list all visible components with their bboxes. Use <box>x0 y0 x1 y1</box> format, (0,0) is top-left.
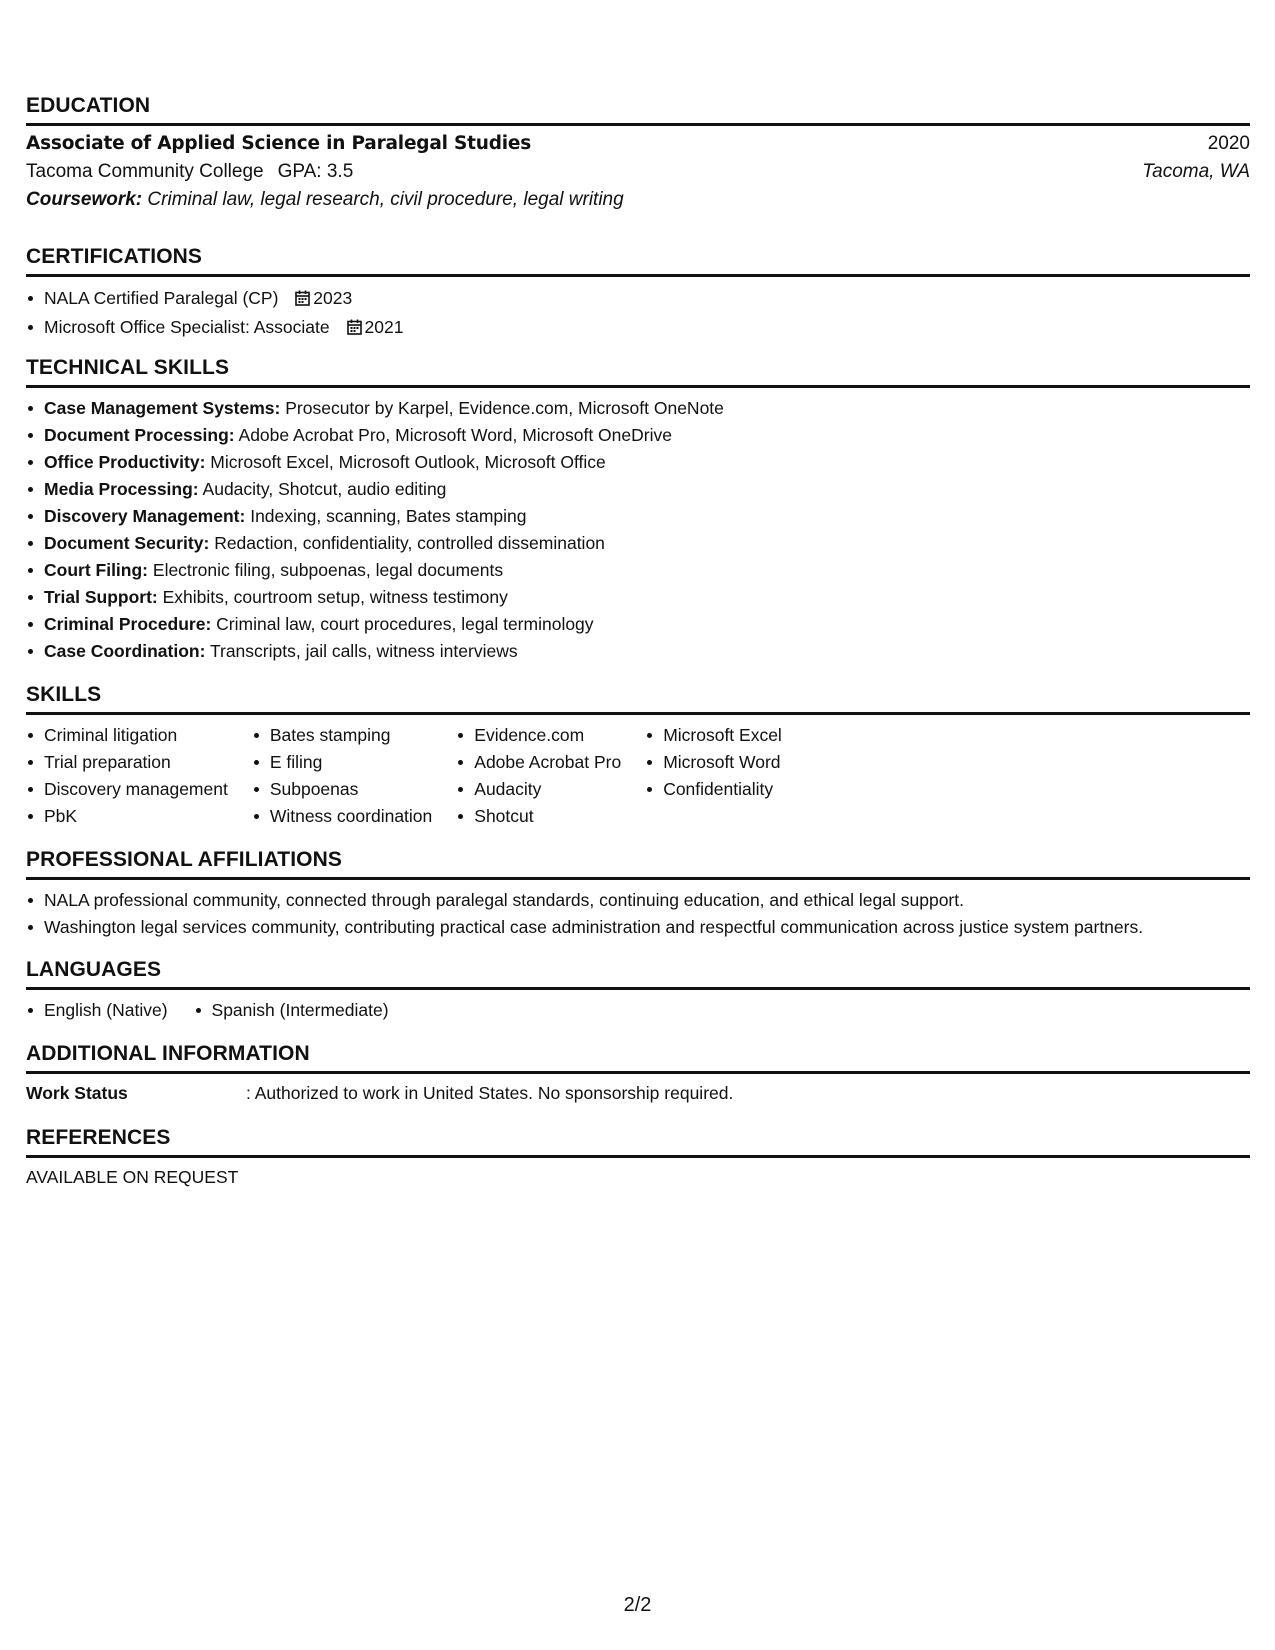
language-item: English (Native) <box>26 997 168 1024</box>
skill-item: Microsoft Excel <box>645 722 782 749</box>
list-item <box>26 584 1250 611</box>
school-line <box>26 161 353 183</box>
skill-item: Adobe Acrobat Pro <box>456 749 621 776</box>
list-item <box>26 530 1250 557</box>
certifications-list <box>26 285 1250 343</box>
languages-list <box>26 997 415 1024</box>
skill-item: Bates stamping <box>252 722 432 749</box>
school-name: Tacoma Community College <box>26 161 264 182</box>
coursework <box>26 189 1250 211</box>
coursework-text: Criminal law, legal research, civil procedure, legal writing <box>147 189 624 210</box>
skill-item: Audacity <box>456 776 621 803</box>
page-number: 2/2 <box>623 1594 652 1616</box>
skill-item: Evidence.com <box>456 722 621 749</box>
education-row-school <box>26 161 1250 183</box>
skill-item: Witness coordination <box>252 803 432 830</box>
affiliations-heading: PROFESSIONAL AFFILIATIONS <box>26 848 1250 880</box>
language-item: Spanish (Intermediate) <box>194 997 389 1024</box>
languages-heading: LANGUAGES <box>26 958 1250 990</box>
skill-item: Discovery management <box>26 776 228 803</box>
list-item <box>26 476 1250 503</box>
references-section <box>26 1126 1250 1188</box>
list-item <box>26 611 1250 638</box>
calendar-icon <box>347 316 362 343</box>
certifications-section <box>26 245 1250 343</box>
skill-values: Electronic filing, subpoenas, legal documents <box>152 560 504 580</box>
skill-category: Document Security: <box>44 533 210 553</box>
skill-category: Media Processing: <box>44 479 199 499</box>
education-heading: EDUCATION <box>26 94 1250 126</box>
languages-section <box>26 958 1250 1024</box>
list-item: NALA professional community, connected through paralegal standards, continuing education, and ethical legal support. <box>26 887 1250 914</box>
skill-category: Case Management Systems: <box>44 398 281 418</box>
skill-values: Microsoft Excel, Microsoft Outlook, Microsoft Office <box>210 452 606 472</box>
skill-category: Discovery Management: <box>44 506 246 526</box>
skill-values: Transcripts, jail calls, witness interviews <box>209 641 518 661</box>
skill-values: Audacity, Shotcut, audio editing <box>202 479 447 499</box>
skill-item: Confidentiality <box>645 776 782 803</box>
education-section <box>26 94 1250 211</box>
skill-item: Shotcut <box>456 803 621 830</box>
skill-item: E filing <box>252 749 432 776</box>
list-item <box>26 557 1250 584</box>
skills-heading: SKILLS <box>26 683 1250 715</box>
technical-skills-list <box>26 395 1250 665</box>
education-row-degree <box>26 133 1250 155</box>
references-text: AVAILABLE ON REQUEST <box>26 1167 239 1187</box>
skill-values: Exhibits, courtroom setup, witness testimony <box>162 587 508 607</box>
technical-skills-heading: TECHNICAL SKILLS <box>26 356 1250 388</box>
list-item <box>26 503 1250 530</box>
additional-info-heading: ADDITIONAL INFORMATION <box>26 1042 1250 1074</box>
work-status-value: : Authorized to work in United States. No sponsorship required. <box>246 1083 734 1103</box>
work-status-label: Work Status <box>26 1083 128 1103</box>
work-status-row <box>26 1083 1250 1104</box>
skill-values: Adobe Acrobat Pro, Microsoft Word, Microsoft OneDrive <box>238 425 672 445</box>
skill-values: Criminal law, court procedures, legal terminology <box>216 614 594 634</box>
skill-category: Criminal Procedure: <box>44 614 212 634</box>
list-item <box>26 422 1250 449</box>
certification-name: NALA Certified Paralegal (CP) <box>44 288 279 308</box>
skill-category: Case Coordination: <box>44 641 206 661</box>
coursework-label: Coursework: <box>26 189 143 210</box>
skills-list <box>26 722 228 830</box>
affiliations-list <box>26 887 1250 941</box>
skill-values: Indexing, scanning, Bates stamping <box>250 506 527 526</box>
skill-category: Document Processing: <box>44 425 235 445</box>
calendar-icon <box>295 287 310 314</box>
skills-column-1 <box>26 722 228 830</box>
list-item <box>26 638 1250 665</box>
certification-year: 2021 <box>364 317 404 337</box>
skills-list <box>456 722 621 830</box>
list-item <box>26 314 1250 343</box>
list-item <box>26 285 1250 314</box>
skill-category: Office Productivity: <box>44 452 206 472</box>
skills-column-4 <box>645 722 782 830</box>
languages-row <box>26 997 1250 1024</box>
skill-category: Court Filing: <box>44 560 149 580</box>
skill-item: Trial preparation <box>26 749 228 776</box>
skill-item: Subpoenas <box>252 776 432 803</box>
degree: Associate of Applied Science in Paralegal Studies <box>26 133 532 154</box>
skills-column-3 <box>456 722 621 830</box>
technical-skills-section <box>26 356 1250 665</box>
gpa: GPA: 3.5 <box>277 161 354 182</box>
additional-info-section <box>26 1042 1250 1104</box>
skills-section <box>26 683 1250 830</box>
certification-name: Microsoft Office Specialist: Associate <box>44 317 330 337</box>
certification-year: 2023 <box>313 288 353 308</box>
graduation-year: 2020 <box>1207 133 1250 154</box>
list-item <box>26 395 1250 422</box>
skill-values: Prosecutor by Karpel, Evidence.com, Microsoft OneNote <box>285 398 724 418</box>
skill-category: Trial Support: <box>44 587 158 607</box>
skills-column-2 <box>252 722 432 830</box>
skills-columns <box>26 722 1250 830</box>
school-location: Tacoma, WA <box>1142 161 1250 182</box>
references-heading: REFERENCES <box>26 1126 1250 1158</box>
skill-values: Redaction, confidentiality, controlled dissemination <box>214 533 605 553</box>
skill-item: PbK <box>26 803 228 830</box>
skill-item: Microsoft Word <box>645 749 782 776</box>
list-item <box>26 449 1250 476</box>
list-item: Washington legal services community, contributing practical case administration and respectful communication across justice system partners. <box>26 914 1250 941</box>
skills-list <box>645 722 782 803</box>
skills-list <box>252 722 432 830</box>
skill-item: Criminal litigation <box>26 722 228 749</box>
certifications-heading: CERTIFICATIONS <box>26 245 1250 277</box>
affiliations-section <box>26 848 1250 941</box>
